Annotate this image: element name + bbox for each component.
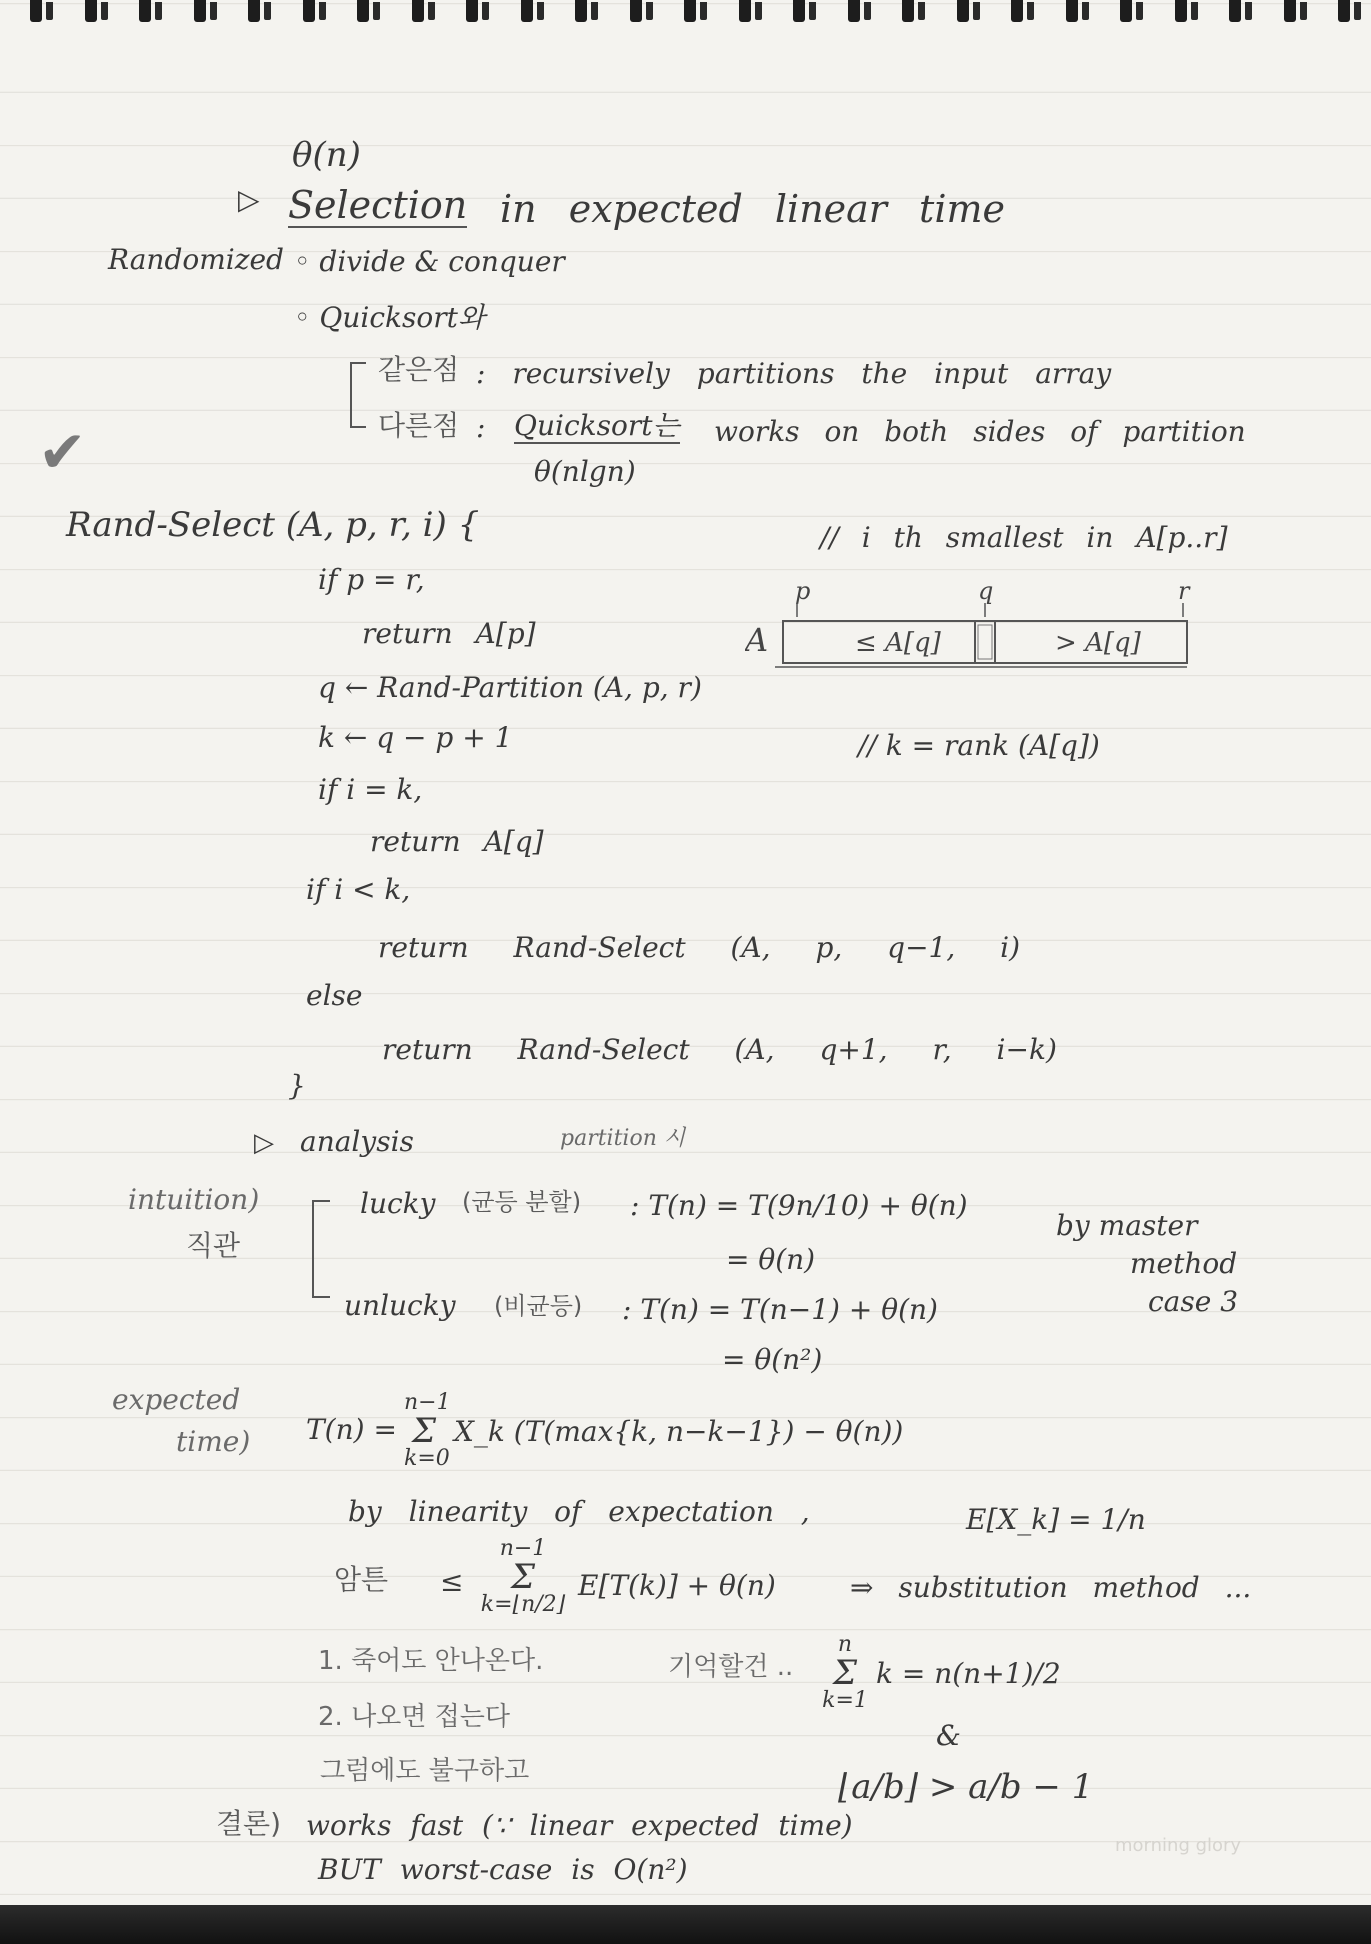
spiral-binding bbox=[0, 0, 1371, 28]
page-edge bbox=[0, 1905, 1371, 1944]
algo-line6: return A[q] bbox=[370, 825, 544, 858]
analysis-title: analysis bbox=[300, 1125, 414, 1158]
algo-line2: return A[p] bbox=[362, 617, 536, 650]
brand-watermark: morning glory bbox=[1115, 1835, 1242, 1856]
binding-hole bbox=[1175, 0, 1187, 22]
remember-label: 기억할건 .. bbox=[668, 1652, 794, 1682]
binding-hole bbox=[739, 0, 751, 22]
binding-hole bbox=[1011, 0, 1023, 22]
sum-sigma-symbol: Σ bbox=[510, 1557, 536, 1597]
binding-hole bbox=[1120, 0, 1132, 22]
gauss-sigma-bottom: k=1 bbox=[822, 1688, 868, 1713]
unlucky-ko: (비균등) bbox=[494, 1292, 583, 1320]
diagram-label-q: q bbox=[978, 585, 994, 605]
unlucky-result: = θ(n²) bbox=[722, 1343, 823, 1376]
conclusion-label: 결론) bbox=[216, 1807, 282, 1840]
master-line1: by master bbox=[1056, 1209, 1198, 1242]
algo-line9: else bbox=[306, 979, 363, 1012]
expected-rhs: X_k (T(max{k, n−k−1}) − θ(n)) bbox=[454, 1415, 904, 1448]
leq-symbol: ≤ bbox=[440, 1565, 464, 1598]
sum-sigma-bottom: k=⌊n/2⌋ bbox=[480, 1592, 566, 1617]
sum-sigma-top: n−1 bbox=[499, 1536, 547, 1561]
sum-body: E[T(k)] + θ(n) bbox=[578, 1569, 776, 1602]
gauss-sigma-symbol: Σ bbox=[832, 1653, 858, 1693]
expected-lhs: T(n) = bbox=[306, 1413, 397, 1446]
unlucky-equation: : T(n) = T(n−1) + θ(n) bbox=[622, 1293, 938, 1326]
gauss-sigma-top: n bbox=[837, 1632, 853, 1657]
binding-hole bbox=[412, 0, 424, 22]
diff-colon: : bbox=[476, 411, 486, 444]
diff-quicksort: Quicksort는 bbox=[514, 409, 680, 442]
substitution-text: ⇒ substitution method ... bbox=[850, 1571, 1252, 1604]
binding-hole bbox=[1229, 0, 1241, 22]
complexity-note: θ(n) bbox=[292, 135, 361, 175]
diagram-right-part: > A[q] bbox=[1055, 628, 1141, 658]
lucky-result: = θ(n) bbox=[726, 1243, 816, 1276]
intuition-label: intuition) bbox=[128, 1183, 260, 1216]
diff-label: 다른점 bbox=[378, 409, 460, 442]
sigma-bottom: k=0 bbox=[404, 1446, 450, 1471]
anyway-label: 암튼 bbox=[334, 1563, 389, 1596]
expected-sigma bbox=[404, 1390, 451, 1471]
floor-inequality: ⌊a/b⌋ > a/b − 1 bbox=[838, 1767, 1094, 1807]
binding-hole bbox=[466, 0, 478, 22]
diagram-left-part: ≤ A[q] bbox=[855, 628, 941, 658]
check-mark-icon: ✔ bbox=[38, 418, 87, 486]
binding-hole bbox=[30, 0, 42, 22]
same-label: 같은점 bbox=[378, 353, 460, 386]
binding-hole bbox=[684, 0, 696, 22]
diff-complexity: θ(nlgn) bbox=[534, 455, 636, 488]
algo-line1: if p = r, bbox=[318, 563, 425, 596]
partition-diagram bbox=[745, 585, 1195, 685]
algo-line7: if i < k, bbox=[306, 873, 411, 906]
diagram-label-r: r bbox=[1178, 585, 1190, 605]
binding-hole bbox=[793, 0, 805, 22]
binding-hole bbox=[957, 0, 969, 22]
algo-line10: return Rand-Select (A, q+1, r, i−k) bbox=[382, 1033, 1057, 1066]
binding-hole bbox=[848, 0, 860, 22]
heading-marker: ▷ bbox=[238, 183, 260, 216]
algo-line4: k ← q − p + 1 bbox=[318, 721, 513, 754]
master-line3: case 3 bbox=[1148, 1285, 1239, 1318]
lucky-ko: (균등 분할) bbox=[462, 1188, 582, 1216]
heading-selection: Selection bbox=[288, 183, 468, 227]
binding-hole bbox=[630, 0, 642, 22]
bullet-divide-conquer: ◦ divide & conquer bbox=[294, 245, 565, 278]
algo-line8: return Rand-Select (A, p, q−1, i) bbox=[378, 931, 1021, 964]
conclusion-line2: BUT worst-case is O(n²) bbox=[318, 1853, 688, 1886]
binding-hole bbox=[1338, 0, 1350, 22]
ampersand: & bbox=[936, 1719, 961, 1752]
sigma-symbol: Σ bbox=[411, 1411, 437, 1451]
note-2: 2. 나오면 접는다 bbox=[318, 1702, 511, 1732]
note-3: 그럼에도 불구하고 bbox=[320, 1756, 530, 1786]
lucky-equation: : T(n) = T(9n/10) + θ(n) bbox=[630, 1189, 968, 1222]
partition-note: partition 시 bbox=[560, 1126, 686, 1151]
expected-label: expected bbox=[112, 1383, 241, 1416]
lucky-label: lucky bbox=[360, 1187, 436, 1220]
note-1: 1. 죽어도 안나온다. bbox=[318, 1646, 544, 1676]
binding-hole bbox=[521, 0, 533, 22]
algo-line5: if i = k, bbox=[318, 773, 423, 806]
binding-hole bbox=[139, 0, 151, 22]
analysis-bracket bbox=[312, 1200, 330, 1298]
binding-hole bbox=[1284, 0, 1296, 22]
expected-label-time: time) bbox=[176, 1425, 251, 1458]
binding-hole bbox=[1066, 0, 1078, 22]
algo-signature: Rand-Select (A, p, r, i) { bbox=[66, 505, 480, 545]
algo-close: } bbox=[288, 1069, 306, 1102]
gauss-formula: k = n(n+1)/2 bbox=[876, 1657, 1061, 1690]
binding-hole bbox=[575, 0, 587, 22]
gauss-sigma bbox=[820, 1634, 870, 1712]
unlucky-label: unlucky bbox=[344, 1289, 456, 1322]
algo-line3: q ← Rand-Partition (A, p, r) bbox=[318, 671, 702, 704]
binding-hole bbox=[902, 0, 914, 22]
master-line2: method bbox=[1130, 1247, 1238, 1280]
sigma-top: n−1 bbox=[404, 1390, 451, 1415]
linearity-text: by linearity of expectation , bbox=[348, 1495, 810, 1528]
heading-rest: in expected linear time bbox=[500, 187, 1005, 231]
conclusion-line1: works fast (∵ linear expected time) bbox=[306, 1809, 853, 1842]
same-text: : recursively partitions the input array bbox=[476, 357, 1112, 390]
algo-comment-ith: // i th smallest in A[p..r] bbox=[820, 521, 1228, 554]
intuition-label-ko: 직관 bbox=[186, 1229, 241, 1262]
algo-comment-rank: // k = rank (A[q]) bbox=[858, 729, 1100, 762]
diagram-array-name: A bbox=[745, 621, 769, 659]
analysis-marker: ▷ bbox=[254, 1128, 274, 1158]
sum-sigma bbox=[478, 1538, 568, 1616]
binding-hole bbox=[85, 0, 97, 22]
randomized-label: Randomized bbox=[108, 243, 284, 276]
binding-hole bbox=[194, 0, 206, 22]
bracket bbox=[350, 362, 366, 428]
diagram-label-p: p bbox=[795, 585, 811, 605]
bullet-quicksort: ◦ Quicksort와 bbox=[294, 301, 485, 334]
binding-hole bbox=[248, 0, 260, 22]
diff-text: works on both sides of partition bbox=[714, 415, 1246, 448]
binding-hole bbox=[357, 0, 369, 22]
binding-hole bbox=[303, 0, 315, 22]
expected-value: E[X_k] = 1/n bbox=[966, 1503, 1146, 1536]
